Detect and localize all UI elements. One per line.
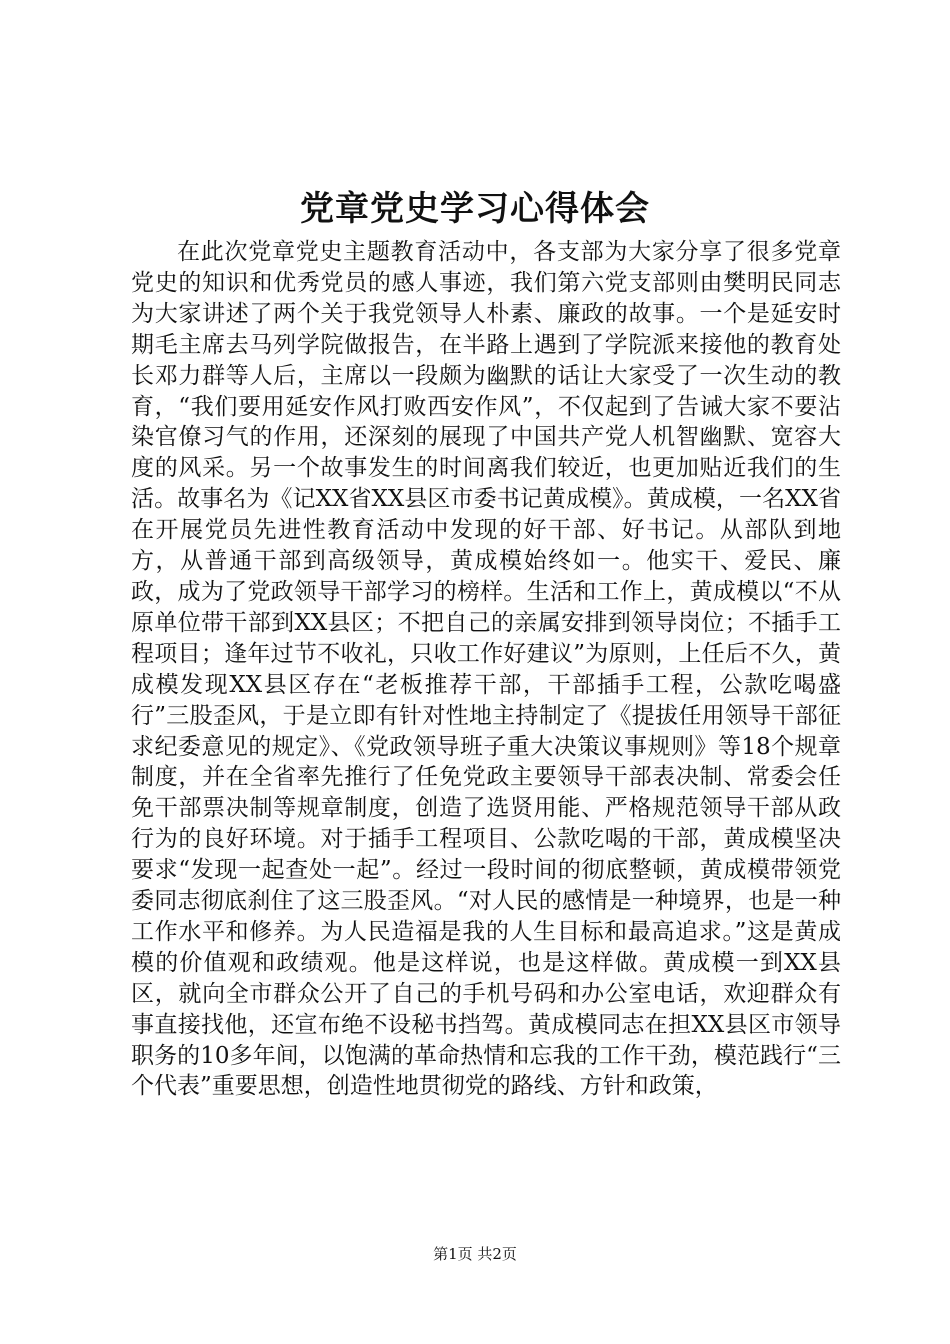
document-title: 党章党史学习心得体会	[300, 189, 650, 229]
body-paragraph: 在此次党章党史主题教育活动中，各支部为大家分享了很多党章党史的知识和优秀党员的感人事迹，我们第六党支部则由樊明民同志为大家讲述了两个关于我党领导人朴素、廉政的故事。一个是延安时期毛主席去马列学院做报告，在半路上遇到了学院派来接他的教育处长邓力群等人后，主席以一段颇为幽默的话让大家受了一次生动的教育，“我们要用延安作风打败西安作风”，不仅起到了告诫大家不要沾染官僚习气的作用，还深刻的展现了中国共产党人机智幽默、宽容大度的风采。另一个故事发生的时间离我们较近，也更加贴近我们的生活。故事名为《记XX省XX县区市委书记黄成模》。黄成模，一名XX省在开展党员先进性教育活动中发现的好干部、好书记。从部队到地方，从普通干部到高级领导，黄成模始终如一。他实干、爱民、廉政，成为了党政领导干部学习的榜样。生活和工作上，黄成模以“不从原单位带干部到XX县区；不把自己的亲属安排到领导岗位；不插手工程项目；逢年过节不收礼，只收工作好建议”为原则，上任后不久，黄成模发现XX县区存在“老板推荐干部，干部插手工程，公款吃喝盛行”三股歪风，于是立即有针对性地主持制定了《提拔任用领导干部征求纪委意见的规定》、《党政领导班子重大决策议事规则》等18个规章制度，并在全省率先推行了任免党政主要领导干部表决制、常委会任免干部票决制等规章制度，创造了选贤用能、严格规范领导干部从政行为的良好环境。对于插手工程项目、公款吃喝的干部，黄成模坚决要求“发现一起查处一起”。经过一段时间的彻底整顿，黄成模带领党委同志彻底刹住了这三股歪风。“对人民的感情是一种境界，也是一种工作水平和修养。为人民造福是我的人生目标和最高追求。”这是黄成模的价值观和政绩观。他是这样说，也是这样做。黄成模一到XX县区，就向全市群众公开了自己的手机号码和办公室电话，欢迎群众有事直接找他，还宣布绝不设秘书挡驾。黄成模同志在担XX县区市领导职务的10多年间，以饱满的革命热情和忘我的工作干劲，模范践行“三个代表”重要思想，创造性地贯彻党的路线、方针和政策，	[131, 239, 841, 1100]
page-number: 第1页 共2页	[433, 1245, 517, 1263]
